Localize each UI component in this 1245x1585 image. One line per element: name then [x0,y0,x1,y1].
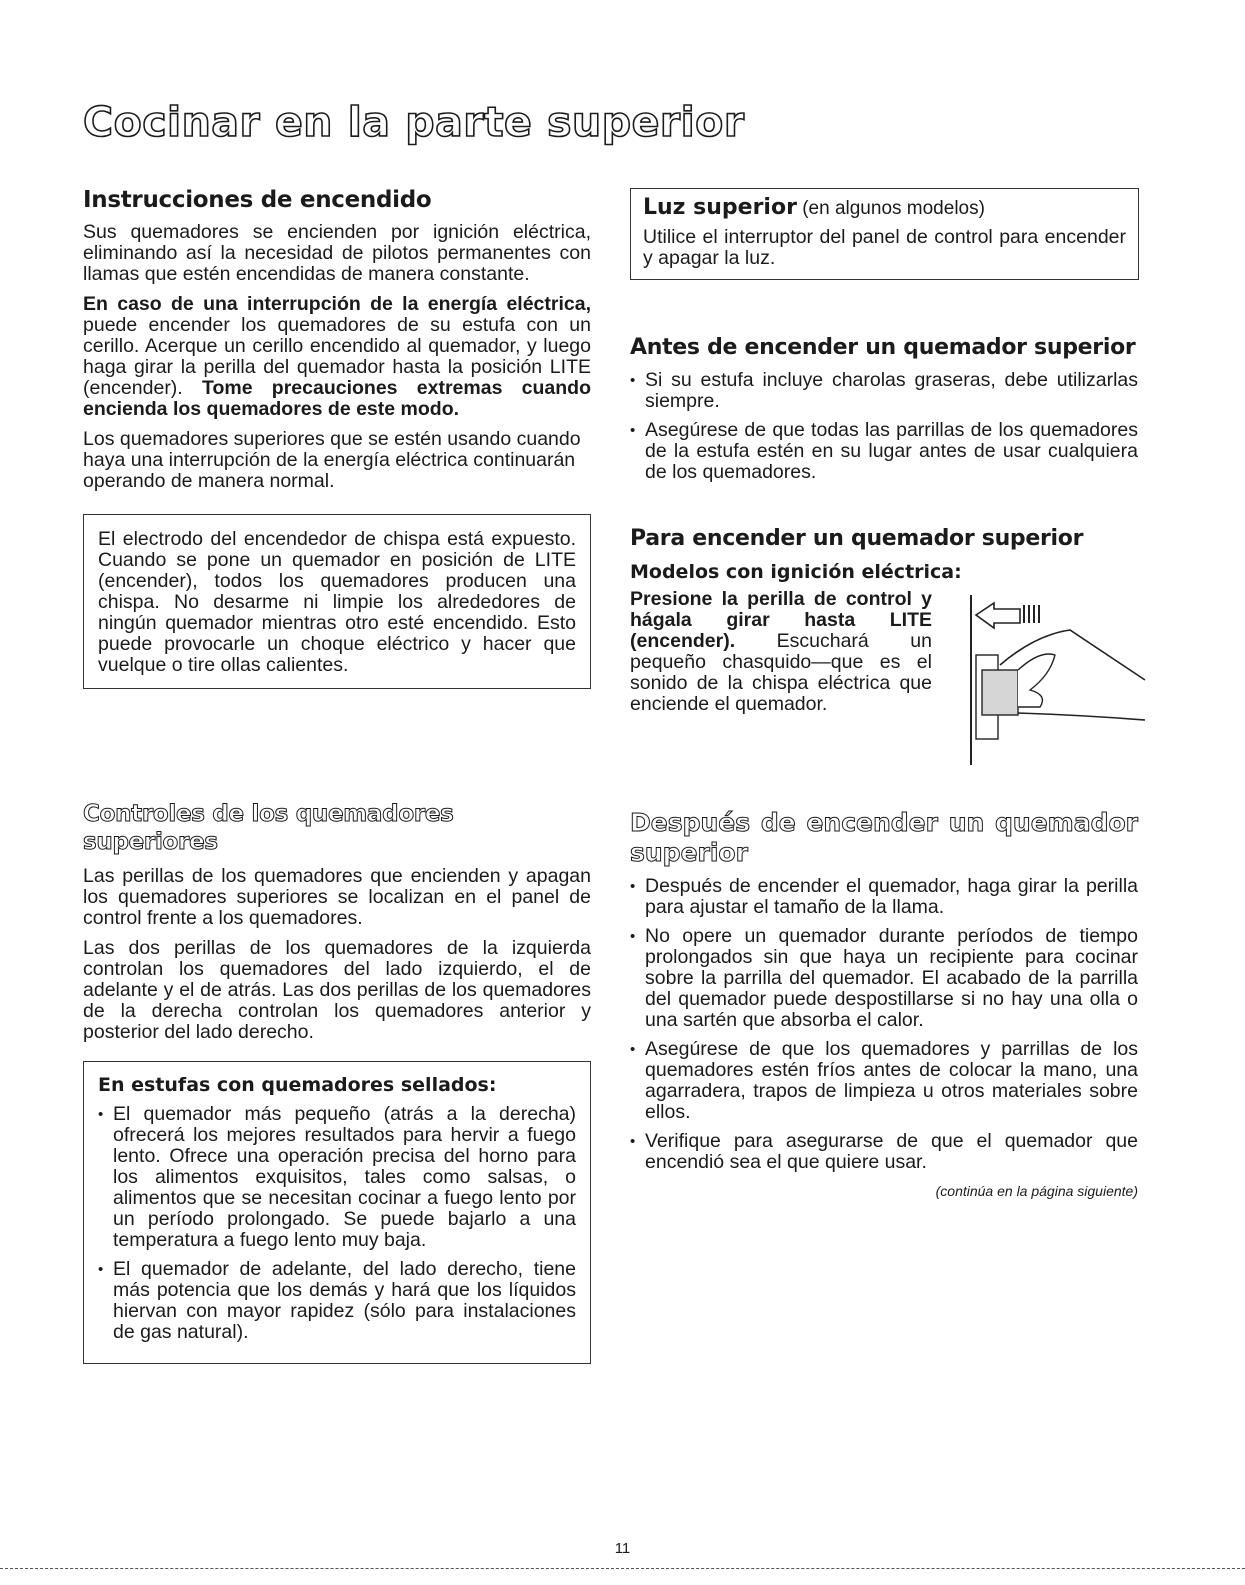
para-subheading: Modelos con ignición eléctrica: [630,561,962,583]
encendido-paragraph-3: Los quemadores superiores que se estén usando cuando haya una interrupción de la energía eléctrica continuarán operando de manera normal. [83,428,581,492]
knob-face [982,670,1018,715]
list-item: • Si su estufa incluye charolas graseras, debe utilizarlas siempre. [630,370,1138,412]
section-encendido [83,186,591,689]
power-outage-text: puede encender los quemadores de su estufa con un cerillo. Acerque un cerillo encendido al quemador, y luego haga girar la perilla del quemador hasta la posición LITE (encender). [83,314,591,399]
controles-paragraph-1: Las perillas de los quemadores que encienden y apagan los quemadores superiores se localizan en el panel de control frente a los quemadores. [83,865,591,929]
luz-heading-line [643,197,1126,219]
list-item: • Asegúrese de que todas las parrillas de los quemadores de la estufa estén en su lugar antes de usar cualquiera de los quemadores. [630,420,1138,483]
luz-heading: Luz superior [643,195,797,220]
para-body: Escuchará un pequeño chasquido—que es el sonido de la chispa eléctrica que enciende el quemador. [630,630,932,715]
despues-heading: Después de encender un quemador superior [630,808,1138,867]
spark-warning-box [83,514,591,689]
knob-ridges [1024,605,1039,623]
list-item: • El quemador de adelante, del lado derecho, tiene más potencia que los demás y hará que los líquidos hiervan con mayor rapidez (sólo para instalaciones de gas natural). [98,1259,576,1343]
list-item: • Asegúrese de que los quemadores y parrillas de los quemadores estén fríos antes de colocar la mano, una agarradera, trapos de limpieza u otros materiales sobre ellos. [630,1039,1138,1123]
antes-list [630,370,1138,483]
section-despues [630,808,1138,1202]
list-item: • No opere un quemador durante períodos de tiempo prolongados sin que haya un recipiente para cocinar sobre la parrilla del quemador. El acabado de la parrilla del quemador puede despostillarse si no hay una olla o una sartén que absorba el calor. [630,926,1138,1031]
list-item: • Después de encender el quemador, haga girar la perilla para ajustar el tamaño de la llama. [630,876,1138,918]
spark-warning-text: El electrodo del encendedor de chispa está expuesto. Cuando se pone un quemador en posición de LITE (encender), todos los quemadores producen una chispa. No desarme ni limpie los alrededores de ningún quemador mientras otro esté encendido. Esto puede provocarle un choque eléctrico y hacer que vuelque o tire ollas calientes. [98,528,576,676]
antes-heading: Antes de encender un quemador superior [630,335,1136,360]
despues-list [630,876,1138,1173]
list-item: • El quemador más pequeño (atrás a la derecha) ofrecerá los mejores resultados para hervir a fuego lento. Ofrece una operación precisa del horno para los alimentos exquisitos, tales como salsas, o alimentos que se necesitan cocinar a fuego lento por un período prolongado. Se puede bajarlo a una temperatura a fuego lento muy baja. [98,1104,576,1251]
encendido-paragraph-1: Sus quemadores se encienden por ignición eléctrica, eliminando así la necesidad de pilotos permanentes con llamas que estén encendidas de manera constante. [83,221,591,285]
luz-heading-note: (en algunos modelos) [796,198,985,219]
controles-paragraph-2: Las dos perillas de los quemadores de la izquierda controlan los quemadores del lado izquierdo, el de adelante y el de atrás. Las dos perillas de los quemadores de la derecha controlan los quemadores anterior y posterior del lado derecho. [83,937,591,1043]
sealed-burners-box [83,1061,591,1364]
power-outage-bold: En caso de una interrupción de la energía eléctrica, [83,293,591,315]
page-number: 11 [614,1540,631,1557]
para-bold: Presione la perilla de control y hágala girar hasta LITE (encender). [630,588,932,652]
page-edge-divider [0,1568,1245,1569]
knob-illustration [960,595,1150,765]
encendido-paragraph-2 [83,294,591,420]
finger-outline [1018,654,1055,707]
list-item: • Verifique para asegurarse de que el quemador que encendió sea el que quiere usar. [630,1131,1138,1173]
continued-note: (continúa en la página siguiente) [935,1183,1138,1199]
sealed-burners-heading: En estufas con quemadores sellados: [98,1074,497,1096]
luz-text: Utilice el interruptor del panel de control para encender y apagar la luz. [643,226,1126,269]
section-controles [83,800,591,1364]
section-luz [630,188,1139,280]
page-title: Cocinar en la parte superior [83,98,745,146]
para-text [630,589,932,715]
push-arrow-icon [976,603,1020,628]
sealed-burners-list [98,1104,576,1343]
controles-heading: Controles de los quemadores superiores [83,801,454,855]
precaution-bold: Tome precauciones extremas cuando encienda los quemadores de este modo. [83,377,592,420]
encendido-heading: Instrucciones de encendido [83,187,432,213]
para-heading: Para encender un quemador superior [630,526,1084,551]
section-antes [630,334,1138,491]
